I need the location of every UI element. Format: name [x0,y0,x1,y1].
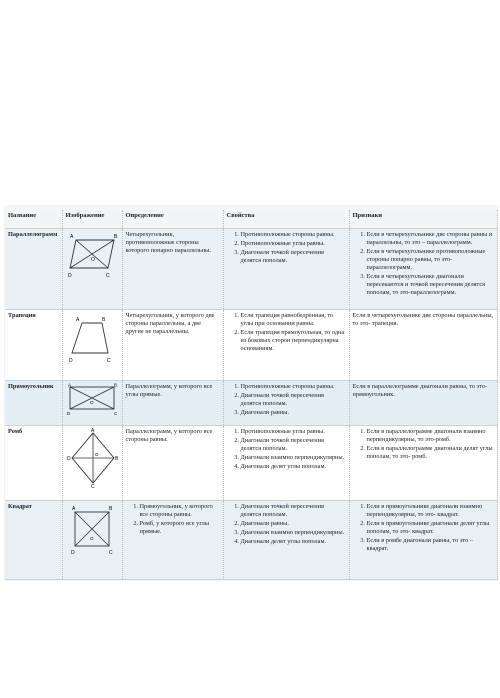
list-item: 4. Диагонали делят углы пополам. [241,538,346,546]
list-item: 1. Если в четырехугольнике две стороны равны и параллельны, то это – параллелограмм. [367,231,494,247]
row-properties [223,310,349,381]
table-row-parallelogram [5,229,497,310]
header-definition: Определение [122,210,223,229]
quadrilaterals-table [5,210,498,580]
table-sheet [5,206,497,580]
svg-text:C: C [90,483,95,489]
row-properties [223,380,349,425]
svg-text:B: B [108,505,112,512]
row-name: Параллелограмм [5,229,62,310]
list-item: 3. Диагонали точкой пересечения делятся пополам. [241,249,346,265]
svg-text:O: O [89,535,94,541]
table-row-rectangle [5,380,497,425]
table-row-rhombus [5,425,497,500]
header-image: Изображение [62,210,122,229]
list-item: 2. Противоположные углы равны. [241,240,346,248]
svg-text:C: C [113,410,117,416]
rhombus-figure-cell [62,425,122,500]
row-definition: Параллелограмм, у которого все углы прямые. [122,380,223,425]
svg-text:B: B [101,317,105,324]
header-signs: Признаки [349,210,497,229]
square-figure-cell [62,500,122,580]
list-item: 2. Если трапеция прямоугольная, то одна из боковых сторон перпендикулярна основаниям. [241,329,346,353]
svg-text:A: A [90,427,94,434]
trapezoid-figure-cell [62,310,122,381]
row-name: Трапеция [5,310,62,381]
row-signs [349,500,497,580]
trapezoid-figure [64,311,122,365]
svg-text:O: O [94,451,99,457]
row-signs [349,425,497,500]
list-item: 2. Диагонали точкой пересечения делятся пополам. [241,392,346,408]
svg-text:A: A [71,505,75,512]
row-name: Ромб [5,425,62,500]
list-item: 2. Если в параллелограмме диагонали делят углы пополам, то это- ромб. [367,445,494,461]
svg-text:C: C [105,273,110,279]
list-item: 2. Если в прямоугольнике диагонали делят углы пополам, то это- квадрат. [367,520,494,536]
table-row-square [5,500,497,580]
svg-text:D: D [68,358,73,365]
header-name: Название [5,210,62,229]
svg-text:B: B [113,382,117,388]
header-properties: Свойства [223,210,349,229]
list-item: 4. Диагонали делят углы пополам. [241,463,346,471]
list-item: 1. Диагонали точкой пересечения делятся пополам. [241,503,346,519]
svg-text:D: D [70,549,75,556]
table-row-trapezoid [5,310,497,381]
list-item: 3. Диагонали взаимно перпендикулярны. [241,454,346,462]
list-item: 1. Если в прямоугольнике диагонали взаимно перпендикулярны, то это- квадрат. [367,503,494,519]
row-signs: Если в четырехугольнике две стороны параллельны, то это- трапеция. [349,310,497,381]
list-item: 1. Противоположные стороны равны. [241,231,346,239]
rectangle-figure-cell [62,380,122,425]
svg-text:B: B [114,455,118,462]
svg-text:D: D [67,273,72,279]
rhombus-figure [64,427,122,489]
row-name: Квадрат [5,500,62,580]
svg-text:A: A [69,234,73,240]
row-properties [223,425,349,500]
row-definition: Четырехугольник, у которого две стороны параллельны, а две другие не параллельны. [122,310,223,381]
list-item: 3. Диагонали равны. [241,409,346,417]
list-item: 3. Если в ромбе диагонали равны, то это – квадрат. [367,537,494,553]
svg-text:C: C [108,549,113,556]
svg-text:A: A [67,382,71,388]
list-item: 1. Если в параллелограмме диагонали взаимно перпендикулярны, то это-ромб. [367,428,494,444]
list-item: 3. Диагонали взаимно перпендикулярны. [241,529,346,537]
row-definition: Параллелограмм, у которого все стороны равны. [122,425,223,500]
rectangle-figure [64,382,122,416]
svg-text:A: A [75,317,79,324]
list-item: 1. Если трапеция равнобедренная, то углы при основании равны. [241,312,346,328]
list-item: 1. Противоположные углы равны. [241,428,346,436]
row-definition: Четырехугольник, противоположные стороны которого попарно параллельны. [122,229,223,310]
svg-text:O: O [90,257,95,263]
list-item: 1. Противоположные стороны равны. [241,383,346,391]
row-properties [223,500,349,580]
list-item: 3. Если в четырехугольнике диагонали пересекаются и точкой пересечения делятся пополам, то это-параллелограмм. [367,273,494,297]
parallelogram-figure-cell [62,229,122,310]
svg-text:D: D [66,410,70,416]
list-item: 2. Диагонали точкой пересечения делятся пополам. [241,437,346,453]
svg-text:C: C [106,358,111,365]
parallelogram-figure [64,230,122,288]
square-figure [64,502,122,566]
row-definition [122,500,223,580]
svg-text:B: B [113,234,117,240]
list-item: 2. Ромб, у которого все углы прямые. [140,520,220,536]
list-item: 2. Если в четырехугольнике противоположные стороны попарно равны, то это-параллелограмм. [367,248,494,272]
row-signs [349,229,497,310]
row-signs: Если в параллелограмме диагонали равны, то это- прямоугольник. [349,380,497,425]
svg-text:D: D [66,455,71,462]
header-row [5,210,497,229]
row-name: Прямоугольник [5,380,62,425]
row-properties [223,229,349,310]
list-item: 2. Диагонали равны. [241,520,346,528]
svg-text:O: O [89,399,94,405]
list-item: 1. Прямоугольник, у которого все стороны равны. [140,503,220,519]
